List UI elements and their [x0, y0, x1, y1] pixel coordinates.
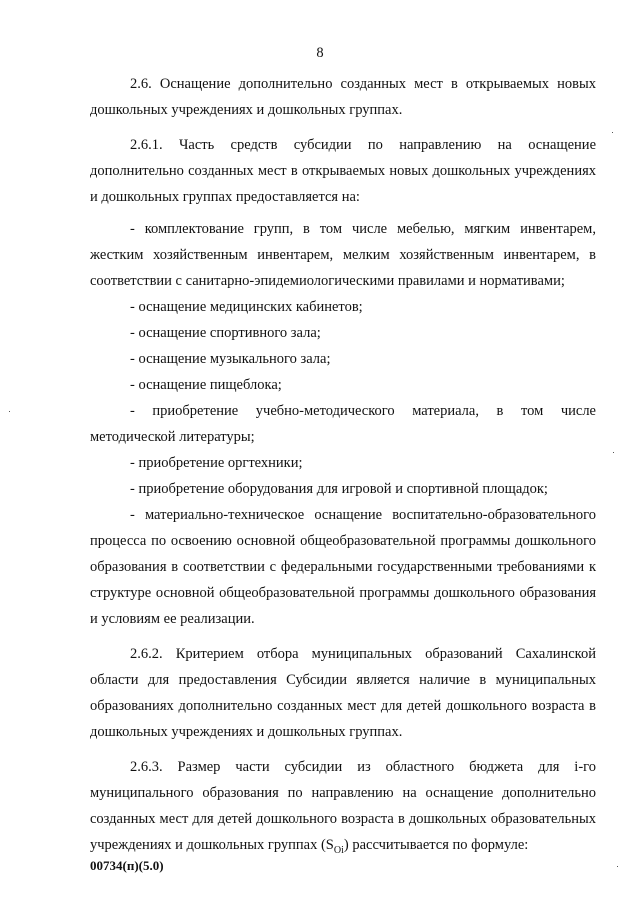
list-item-playground-equipment: - приобретение оборудования для игровой и спортивной площадок;: [130, 481, 548, 497]
list-item-teaching-materials: - приобретение учебно-методического материала, в том числе методической литературы;: [90, 403, 596, 445]
section-2-6-3-tail: ) рассчитывается по формуле:: [343, 837, 529, 853]
page-number: 8: [316, 45, 324, 61]
scan-speck: [612, 132, 613, 133]
list-item-educational-process: - материально-техническое оснащение воспитательно-образовательного процесса по освоению основной общеобразовательной программы дошкольного образования в соответствии с федеральными государственными требованиями к структуре основной общеобразовательной программы дошкольного образования и условиям ее реализации.: [90, 507, 596, 627]
section-2-6-heading: 2.6. Оснащение дополнительно созданных мест в открываемых новых дошкольных учреждениях и дошкольных группах.: [90, 76, 596, 118]
section-2-6-3: [90, 754, 596, 864]
section-2-6-2: 2.6.2. Критерием отбора муниципальных образований Сахалинской области для предоставления Субсидии является наличие в муниципальных образованиях дополнительно созданных мест для детей дошкольного возраста в дошкольных учреждениях и дошкольных группах.: [90, 646, 596, 740]
list-item-equipment-groups: - комплектование групп, в том числе мебелью, мягким инвентарем, жестким хозяйственным инвентарем, мелким хозяйственным инвентарем, в соответствии с санитарно-эпидемиологическими правилами и нормативами;: [90, 221, 596, 289]
footer-document-code: 00734(п)(5.0): [90, 858, 164, 873]
scan-speck: [617, 866, 618, 867]
list-item-sports-hall: - оснащение спортивного зала;: [130, 325, 321, 341]
section-2-6-3-text: 2.6.3. Размер части субсидии из областного бюджета для i-го муниципального образования по направлению на оснащение дополнительно созданных мест для детей дошкольного возраста в дошкольных образовательных учреждениях и дошкольных группах (S: [90, 759, 596, 853]
list-item-medical-rooms: - оснащение медицинских кабинетов;: [130, 299, 363, 315]
section-2-6-1-intro: 2.6.1. Часть средств субсидии по направлению на оснащение дополнительно созданных мест в открываемых новых дошкольных учреждениях и дошкольных группах предоставляется на:: [90, 137, 596, 205]
scan-speck: [9, 411, 10, 412]
document-body: [90, 71, 596, 864]
formula-subscript: Oi: [333, 844, 344, 856]
list-item-music-hall: - оснащение музыкального зала;: [130, 351, 331, 367]
list-item-office-equipment: - приобретение оргтехники;: [130, 455, 303, 471]
scan-speck: [613, 452, 614, 453]
list-item-kitchen: - оснащение пищеблока;: [130, 377, 282, 393]
